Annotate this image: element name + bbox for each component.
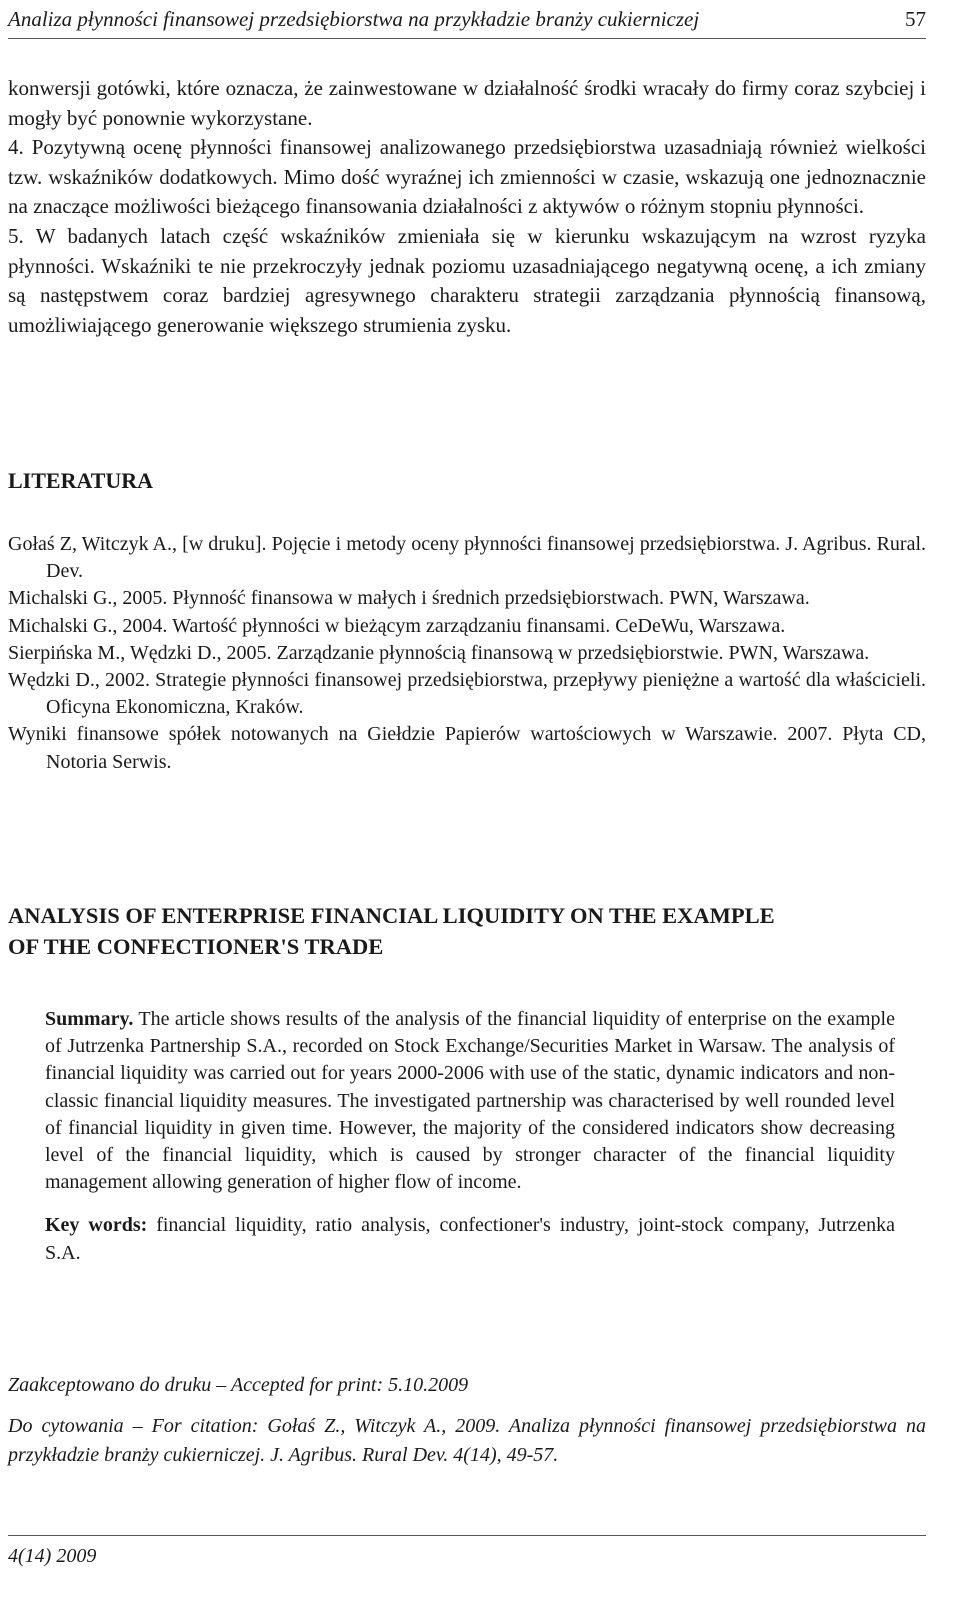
page-number: 57 — [905, 7, 926, 31]
body-paragraph: 4. Pozytywną ocenę płynności finansowej analizowanego przedsiębiorstwa uzasadniają również wielkości tzw. wskaźników dodatkowych. Mimo dość wyraźnej ich zmienności w czasie, wskazują one jednoznacznie na znaczące możliwości bieżącego finansowania działalności z aktywów o różnym stopniu płynności. — [8, 135, 926, 219]
english-title-line: OF THE CONFECTIONER'S TRADE — [8, 934, 384, 959]
citation-note: Do cytowania – For citation: Gołaś Z., Witczyk A., 2009. Analiza płynności finansowej przedsiębiorstwa na przykładzie branży cukierniczej. J. Agribus. Rural Dev. 4(14), 49-57. — [8, 1415, 926, 1466]
body-paragraph: 5. W badanych latach część wskaźników zmieniała się w kierunku wskazującym na wzrost ryzyka płynności. Wskaźniki te nie przekroczyły jednak poziomu uzasadniającego negatywną ocenę, a ich zmiany są następstwem coraz bardziej agresywnego charakteru strategii zarządzania płynnością finansową, umożliwiającego generowanie większego strumienia zysku. — [8, 223, 926, 337]
body-paragraph: konwersji gotówki, które oznacza, że zainwestowane w działalność środki wracały do firmy coraz szybciej i mogły być ponownie wykorzystane. — [8, 76, 926, 130]
issue-label: 4(14) 2009 — [8, 1545, 97, 1567]
running-header-title: Analiza płynności finansowej przedsiębiorstwa na przykładzie branży cukierniczej — [8, 7, 700, 31]
summary-paragraph — [45, 1006, 895, 1196]
reference-item: Wędzki D., 2002. Strategie płynności finansowej przedsiębiorstwa, przepływy pieniężne a wartość dla właścicieli. Oficyna Ekonomiczna, Kraków. — [8, 669, 926, 719]
reference-item: Wyniki finansowe spółek notowanych na Giełdzie Papierów wartościowych w Warszawie. 2007. Płyta CD, Notoria Serwis. — [8, 723, 926, 773]
reference-item: Gołaś Z, Witczyk A., [w druku]. Pojęcie i metody oceny płynności finansowej przedsiębiorstwa. J. Agribus. Rural. Dev. — [8, 533, 926, 583]
english-title — [8, 900, 926, 962]
keywords-label: Key words: — [45, 1214, 148, 1237]
english-title-line: ANALYSIS OF ENTERPRISE FINANCIAL LIQUIDITY ON THE EXAMPLE — [8, 903, 775, 928]
reference-list — [8, 531, 926, 776]
summary-label: Summary. — [45, 1008, 134, 1030]
accepted-note: Zaakceptowano do druku – Accepted for print: 5.10.2009 — [8, 1374, 469, 1396]
keywords-paragraph — [45, 1212, 895, 1266]
running-header — [8, 4, 926, 39]
reference-item: Michalski G., 2005. Płynność finansowa w małych i średnich przedsiębiorstwach. PWN, Warszawa. — [8, 587, 810, 610]
summary-text: The article shows results of the analysis of the financial liquidity of enterprise on the example of Jutrzenka Partnership S.A., recorded on Stock Exchange/Securities Market in Warsaw. The analysis of financial liquidity was carried out for years 2000-2006 with use of the static, dynamic indicators and non-classic financial liquidity measures. The investigated partnership was characterised by well rounded level of financial liquidity in given time. However, the majority of the considered indicators show decreasing level of the financial liquidity, which is caused by stronger character of the financial liquidity management allowing generation of higher flow of income. — [45, 1008, 895, 1194]
reference-item: Sierpińska M., Wędzki D., 2005. Zarządzanie płynnością finansową w przedsiębiorstwie. PWN, Warszawa. — [8, 641, 870, 664]
keywords-text: financial liquidity, ratio analysis, confectioner's industry, joint-stock company, Jutrzenka S.A. — [45, 1214, 895, 1264]
reference-item: Michalski G., 2004. Wartość płynności w bieżącym zarządzaniu finansami. CeDeWu, Warszawa. — [8, 614, 786, 637]
issue-footer — [8, 1535, 926, 1570]
english-abstract — [45, 1006, 895, 1267]
conclusions-body — [8, 74, 926, 340]
literature-heading: LITERATURA — [8, 468, 154, 493]
